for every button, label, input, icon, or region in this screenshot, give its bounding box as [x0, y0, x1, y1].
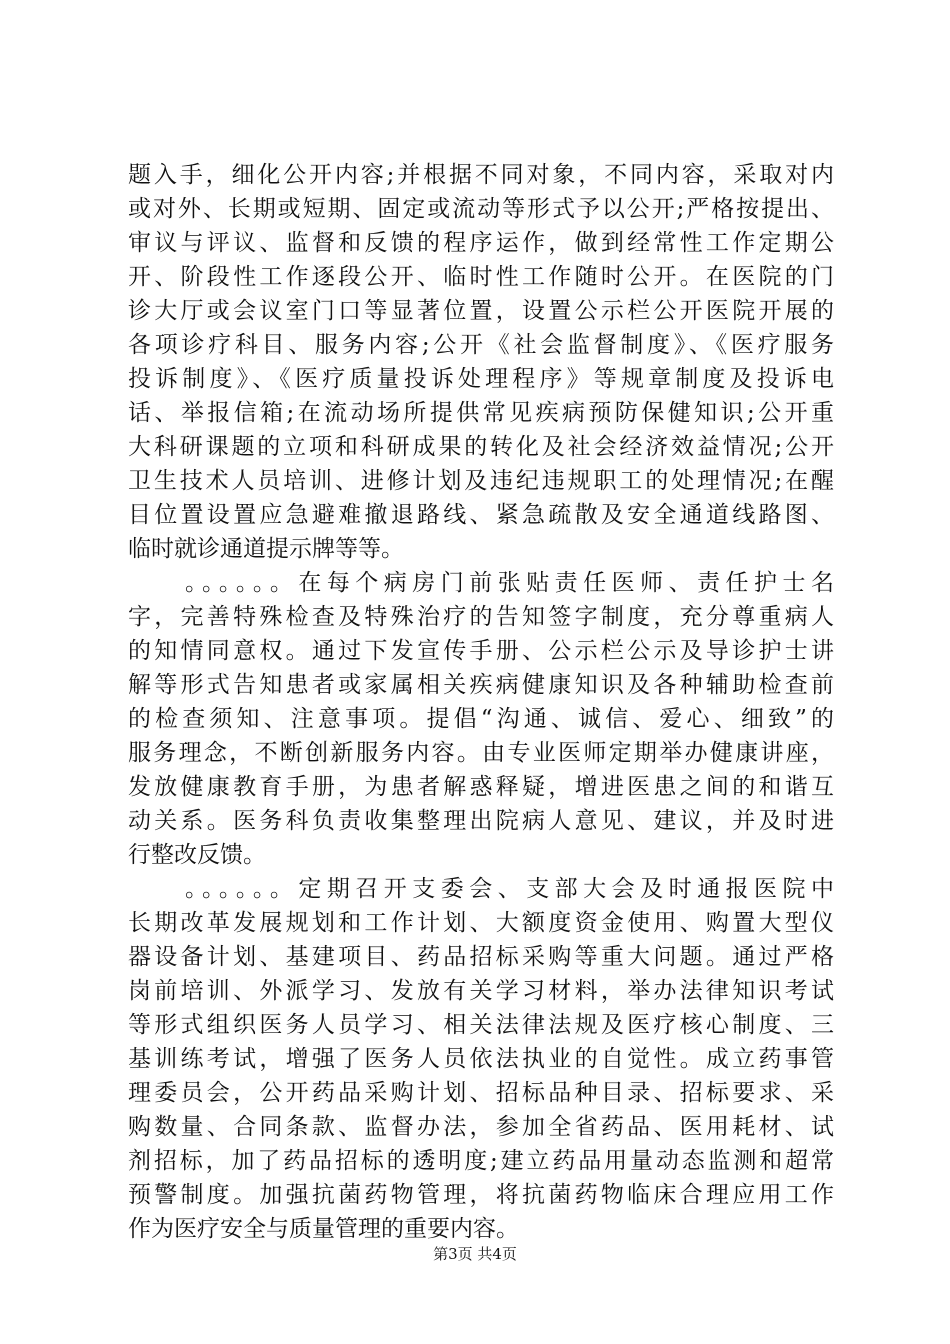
text-line: 器设备计划、基建项目、药品招标采购等重大问题。通过严格: [128, 944, 834, 970]
text-line: 等形式组织医务人员学习、相关法律法规及医疗核心制度、三: [128, 1012, 834, 1038]
text-line: 或对外、长期或短期、固定或流动等形式予以公开;严格按提出、: [128, 196, 834, 222]
text-line: 服务理念，不断创新服务内容。由专业医师定期举办健康讲座，: [128, 740, 834, 766]
text-line: 行整改反馈。: [128, 842, 266, 868]
paragraph-2: [128, 566, 834, 872]
text-line: 临时就诊通道提示牌等等。: [128, 536, 404, 562]
text-line: 购数量、合同条款、监督办法，参加全省药品、医用耗材、试: [128, 1114, 834, 1140]
text-line: 解等形式告知患者或家属相关疾病健康知识及各种辅助检查前: [128, 672, 834, 698]
text-line: 话、举报信箱;在流动场所提供常见疾病预防保健知识;公开重: [128, 400, 834, 426]
text-line: 长期改革发展规划和工作计划、大额度资金使用、购置大型仪: [128, 910, 834, 936]
text-line: 。。。。。。定期召开支委会、支部大会及时通报医院中: [128, 876, 834, 902]
text-line: 发放健康教育手册，为患者解惑释疑，增进医患之间的和谐互: [128, 774, 834, 800]
text-line: 预警制度。加强抗菌药物管理，将抗菌药物临床合理应用工作: [128, 1182, 834, 1208]
text-line: 开、阶段性工作逐段公开、临时性工作随时公开。在医院的门: [128, 264, 834, 290]
text-line: 卫生技术人员培训、进修计划及违纪违规职工的处理情况;在醒: [128, 468, 834, 494]
text-line: 理委员会，公开药品采购计划、招标品种目录、招标要求、采: [128, 1080, 834, 1106]
paragraph-1: [128, 158, 834, 566]
text-line: 目位置设置应急避难撤退路线、紧急疏散及安全通道线路图、: [128, 502, 834, 528]
text-line: 剂招标，加了药品招标的透明度;建立药品用量动态监测和超常: [128, 1148, 834, 1174]
text-line: 的知情同意权。通过下发宣传手册、公示栏公示及导诊护士讲: [128, 638, 834, 664]
document-body: [128, 158, 834, 1246]
text-line: 各项诊疗科目、服务内容;公开《社会监督制度》、《医疗服务: [128, 332, 834, 358]
page-footer: 第3页 共4页: [433, 1245, 517, 1263]
text-line: 题入手，细化公开内容;并根据不同对象，不同内容，采取对内: [128, 162, 834, 188]
text-line: 岗前培训、外派学习、发放有关学习材料，举办法律知识考试: [128, 978, 834, 1004]
text-line: 诊大厅或会议室门口等显著位置，设置公示栏公开医院开展的: [128, 298, 834, 324]
paragraph-3: [128, 872, 834, 1246]
text-line: 字，完善特殊检查及特殊治疗的告知签字制度，充分尊重病人: [128, 604, 834, 630]
text-line: 的检查须知、注意事项。提倡“沟通、诚信、爱心、细致”的: [128, 706, 834, 732]
text-line: 作为医疗安全与质量管理的重要内容。: [128, 1216, 519, 1242]
text-line: 动关系。医务科负责收集整理出院病人意见、建议，并及时进: [128, 808, 834, 834]
text-line: 基训练考试，增强了医务人员依法执业的自觉性。成立药事管: [128, 1046, 834, 1072]
text-line: 投诉制度》、《医疗质量投诉处理程序》等规章制度及投诉电: [128, 366, 834, 392]
text-line: 审议与评议、监督和反馈的程序运作，做到经常性工作定期公: [128, 230, 834, 256]
text-line: 。。。。。。在每个病房门前张贴责任医师、责任护士名: [128, 570, 834, 596]
text-line: 大科研课题的立项和科研成果的转化及社会经济效益情况;公开: [128, 434, 834, 460]
